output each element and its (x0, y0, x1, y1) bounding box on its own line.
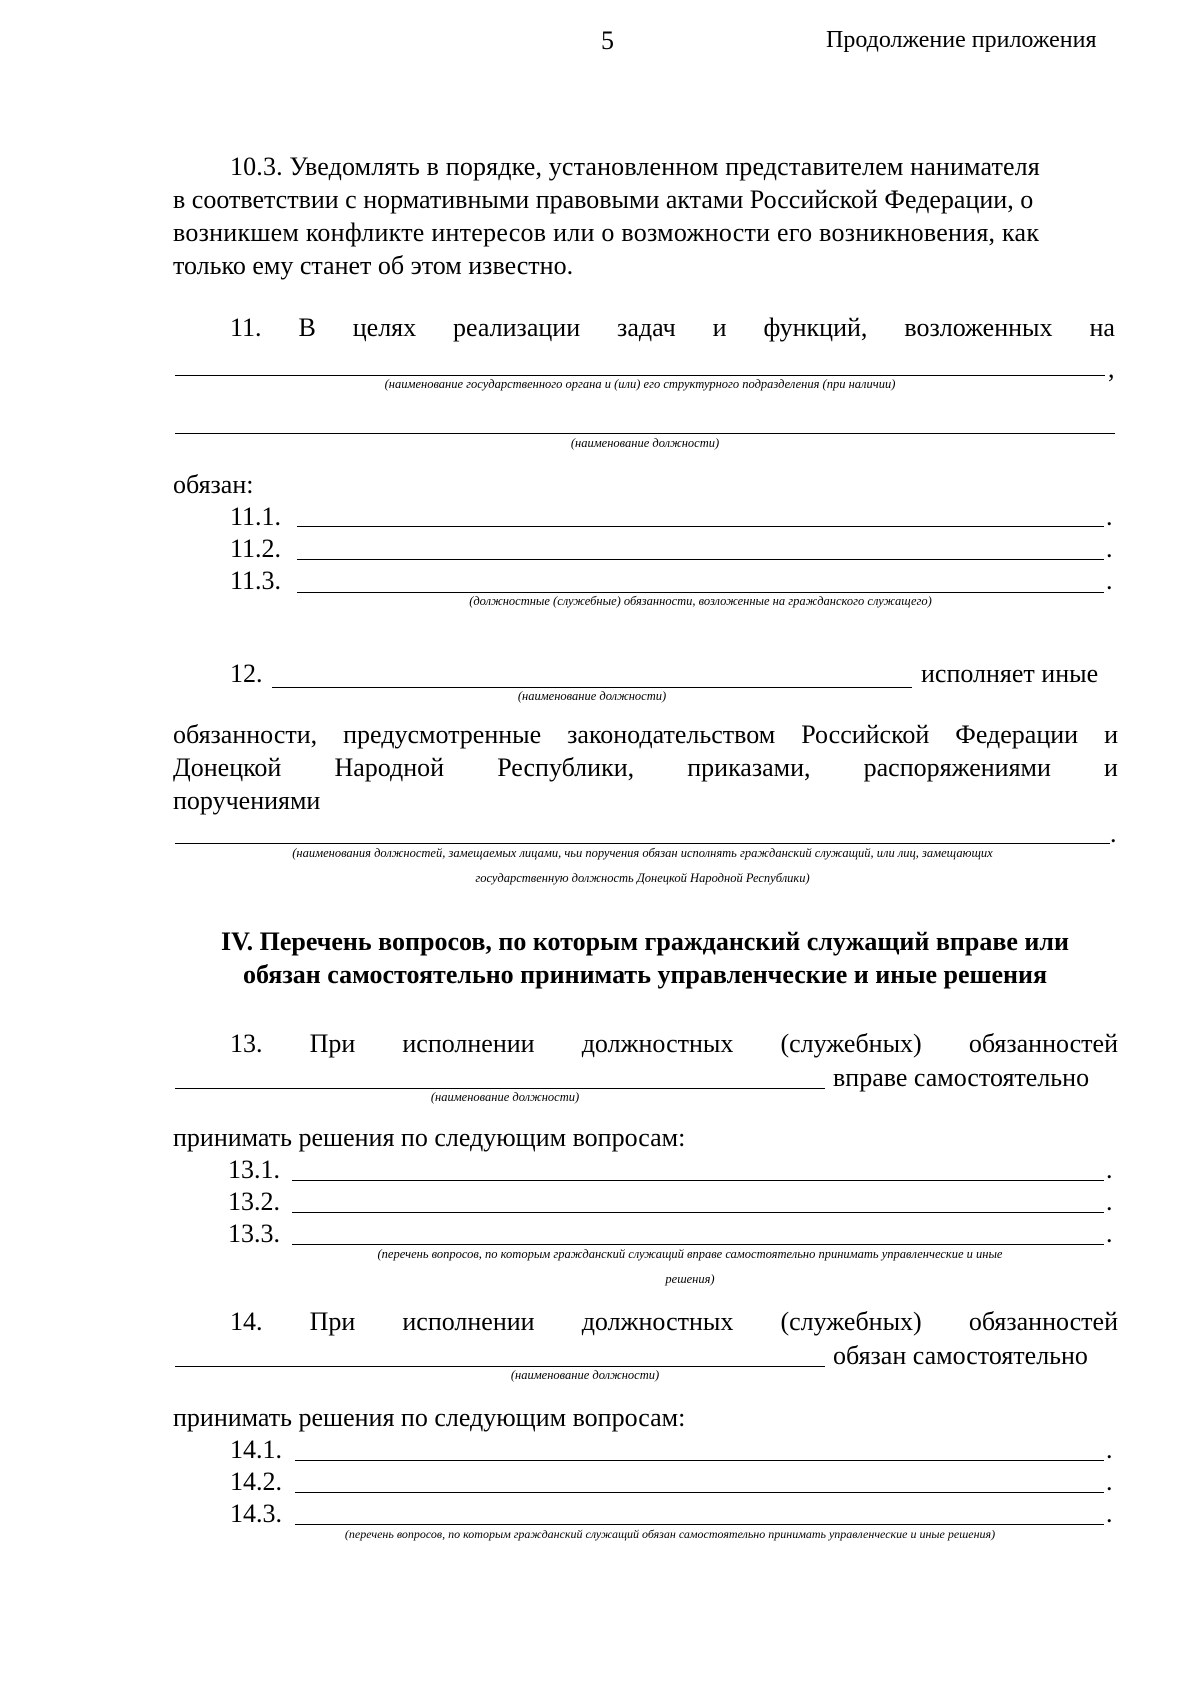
p10-3-line (173, 183, 1115, 216)
p12-caption-line2: государственную должность Донецкой Народной Республики) (475, 871, 810, 885)
p10-3-line (173, 216, 1115, 249)
item-13-1-line[interactable] (292, 1180, 1104, 1181)
item-13-2: 13.2. (228, 1187, 280, 1216)
p10-3-line (173, 150, 1115, 183)
p13-intro: принимать решения по следующим вопросам: (173, 1123, 686, 1152)
item-11-3: 11.3. (230, 566, 282, 595)
p14-intro: принимать решения по следующим вопросам: (173, 1403, 686, 1432)
p12-position-line[interactable] (272, 687, 912, 688)
obliged-label: обязан: (173, 470, 254, 499)
caption-position: (наименование должности) (570, 436, 720, 450)
item-14-3: 14.3. (230, 1499, 282, 1528)
p11-word: на (1089, 313, 1115, 342)
p13-caption-line2: решения) (665, 1272, 715, 1286)
p12-line3: поручениями (173, 786, 321, 815)
item-11-1-line[interactable] (297, 526, 1104, 527)
p12-tail: исполняет иные (921, 659, 1099, 688)
p14-word: должностных (581, 1307, 734, 1336)
section-4-heading-line1: IV. Перечень вопросов, по которым гражданский служащий вправе или (221, 927, 1069, 956)
p12-word: и (1104, 753, 1118, 782)
item-11-2-line[interactable] (297, 559, 1104, 560)
p11-word: целях (352, 313, 417, 342)
p12-word: распоряжениями (863, 753, 1051, 782)
p12-caption-line1: (наименования должностей, замещаемых лицами, чьи поручения обязан исполнять гражданский служащий, или лиц, замещающих (292, 846, 993, 860)
p11-word: и (712, 313, 727, 342)
p12-word: Донецкой (173, 753, 282, 782)
p12-word: приказами, (687, 753, 811, 782)
caption-organ: (наименование государственного органа и (или) его структурного подразделения (при наличии) (384, 377, 896, 391)
p14-word: (служебных) (780, 1307, 922, 1336)
p13-caption-position: (наименование должности) (430, 1090, 580, 1104)
organ-line[interactable] (175, 375, 1105, 376)
p12-caption-position: (наименование должности) (517, 689, 667, 703)
p13-tail: вправе самостоятельно (833, 1063, 1090, 1092)
continuation-label: Продолжение приложения (826, 27, 1097, 53)
p12-word: обязанности, (173, 720, 318, 749)
p13-caption-line1: (перечень вопросов, по которым гражданский служащий вправе самостоятельно принимать управленческие и иные (377, 1247, 1003, 1261)
period: . (1106, 1499, 1113, 1528)
p11-word: реализации (453, 313, 581, 342)
p11-word: В (298, 313, 316, 342)
item-14-1: 14.1. (230, 1435, 282, 1464)
p13-word: (служебных) (780, 1029, 922, 1058)
p11-first-line (230, 311, 1115, 344)
p10-3 (173, 150, 1115, 282)
p14-first-line (230, 1305, 1118, 1338)
p10-3-line (173, 249, 1115, 282)
p14-caption: (перечень вопросов, по которым гражданский служащий обязан самостоятельно принимать управленческие и иные решения) (344, 1527, 996, 1541)
p14-caption-position: (наименование должности) (510, 1368, 660, 1382)
period: . (1106, 534, 1113, 563)
period: . (1106, 1435, 1113, 1464)
item-14-2-line[interactable] (295, 1492, 1104, 1493)
p14-tail: обязан самостоятельно (833, 1341, 1088, 1370)
item-11-1: 11.1. (230, 502, 282, 531)
p10-3-text: возникшем конфликте интересов или о возможности его возникновения, как (173, 218, 1040, 247)
section-4-heading-line2: обязан самостоятельно принимать управленческие и иные решения (242, 960, 1048, 989)
p11-word: 11. (230, 313, 262, 342)
period: . (1106, 1219, 1113, 1248)
period: . (1106, 1155, 1113, 1184)
page-number: 5 (601, 26, 614, 55)
p13-word: исполнении (402, 1029, 535, 1058)
period: . (1106, 502, 1113, 531)
p13-word: обязанностей (968, 1029, 1118, 1058)
period: . (1110, 819, 1117, 848)
p14-word: исполнении (402, 1307, 535, 1336)
item-13-3-line[interactable] (292, 1244, 1104, 1245)
p14-word: При (309, 1307, 356, 1336)
p12-word: законодательством (567, 720, 776, 749)
p12-word: Федерации (955, 720, 1079, 749)
p13-first-line (230, 1027, 1118, 1060)
item-11-2: 11.2. (230, 534, 282, 563)
item-14-1-line[interactable] (295, 1460, 1104, 1461)
p10-3-text: в соответствии с нормативными правовыми актами Российской Федерации, о (173, 185, 1034, 214)
p11-word: возложенных (904, 313, 1053, 342)
p12-line1 (173, 718, 1118, 751)
p14-word: обязанностей (968, 1307, 1118, 1336)
p12-word: Народной (334, 753, 445, 782)
p10-3-text: только ему станет об этом известно. (173, 251, 574, 280)
p12-number: 12. (230, 659, 263, 688)
period: . (1106, 566, 1113, 595)
p14-word: 14. (230, 1307, 263, 1336)
p10-3-text: 10.3. Уведомлять в порядке, установленном представителем нанимателя (230, 152, 1040, 181)
period: . (1106, 1187, 1113, 1216)
item-11-3-line[interactable] (297, 592, 1104, 593)
p12-word: и (1104, 720, 1118, 749)
p14-position-line[interactable] (175, 1366, 825, 1367)
item-13-2-line[interactable] (292, 1212, 1104, 1213)
position-line[interactable] (175, 433, 1115, 434)
item-14-3-line[interactable] (295, 1524, 1104, 1525)
p13-word: должностных (581, 1029, 734, 1058)
p13-word: 13. (230, 1029, 263, 1058)
p12-line2 (173, 751, 1118, 784)
p12-word: Республики, (497, 753, 635, 782)
period: . (1106, 1467, 1113, 1496)
p11-word: задач (617, 313, 676, 342)
comma: , (1108, 354, 1115, 383)
p13-word: При (309, 1029, 356, 1058)
item-14-2: 14.2. (230, 1467, 282, 1496)
p11-word: функций, (763, 313, 868, 342)
p12-word: Российской (801, 720, 930, 749)
item-13-1: 13.1. (228, 1155, 280, 1184)
p13-position-line[interactable] (175, 1088, 825, 1089)
p12-orders-line[interactable] (175, 843, 1110, 844)
item-13-3: 13.3. (228, 1219, 280, 1248)
caption-duties: (должностные (служебные) обязанности, возложенные на гражданского служащего) (469, 594, 932, 608)
p12-word: предусмотренные (343, 720, 542, 749)
